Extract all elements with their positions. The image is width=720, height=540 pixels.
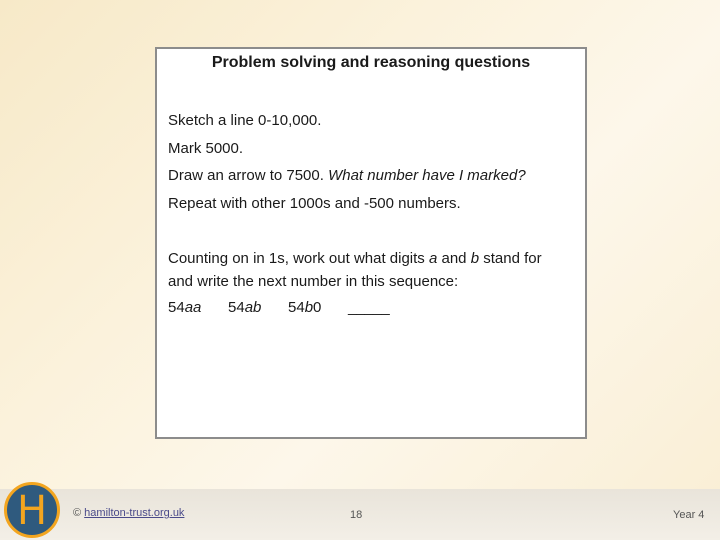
sequence-term-3 <box>288 299 348 316</box>
copyright-link[interactable]: hamilton-trust.org.uk <box>84 507 185 519</box>
term-3-end: 0 <box>313 299 322 316</box>
copyright <box>73 507 184 519</box>
page-title: Problem solving and reasoning questions <box>211 54 531 71</box>
copyright-symbol: © <box>73 507 82 519</box>
question-card <box>155 47 587 439</box>
term-1-digits: 54 <box>168 299 185 316</box>
counting-text: Counting on in 1s, work out what digits <box>168 250 429 267</box>
year-label: Year 4 <box>673 509 705 521</box>
term-3-vars: b <box>304 299 314 316</box>
arrow-question: What number have I marked? <box>328 167 526 184</box>
term-1-vars: aa <box>184 299 202 316</box>
counting-suffix: stand for <box>479 250 542 267</box>
hamilton-logo-icon <box>4 482 60 538</box>
term-2-digits: 54 <box>228 299 245 316</box>
number-sequence <box>168 299 390 316</box>
counting-and: and <box>437 250 471 267</box>
sequence-term-1 <box>168 299 228 316</box>
instruction-sketch-line: Sketch a line 0-10,000. <box>168 112 322 129</box>
counting-question-line-1 <box>168 250 542 267</box>
arrow-instruction-text: Draw an arrow to 7500. <box>168 167 329 184</box>
counting-question-line-2: and write the next number in this sequence: <box>168 273 459 290</box>
sequence-blank: _____ <box>348 299 390 316</box>
instruction-draw-arrow <box>168 167 526 184</box>
sequence-term-2 <box>228 299 288 316</box>
logo-letter: H <box>16 488 48 534</box>
term-3-digits: 54 <box>288 299 305 316</box>
variable-b: b <box>470 250 480 267</box>
instruction-mark: Mark 5000. <box>168 140 244 157</box>
instruction-repeat: Repeat with other 1000s and -500 numbers. <box>168 195 461 212</box>
term-2-vars: ab <box>244 299 262 316</box>
variable-a: a <box>428 250 438 267</box>
page-number: 18 <box>350 509 363 521</box>
